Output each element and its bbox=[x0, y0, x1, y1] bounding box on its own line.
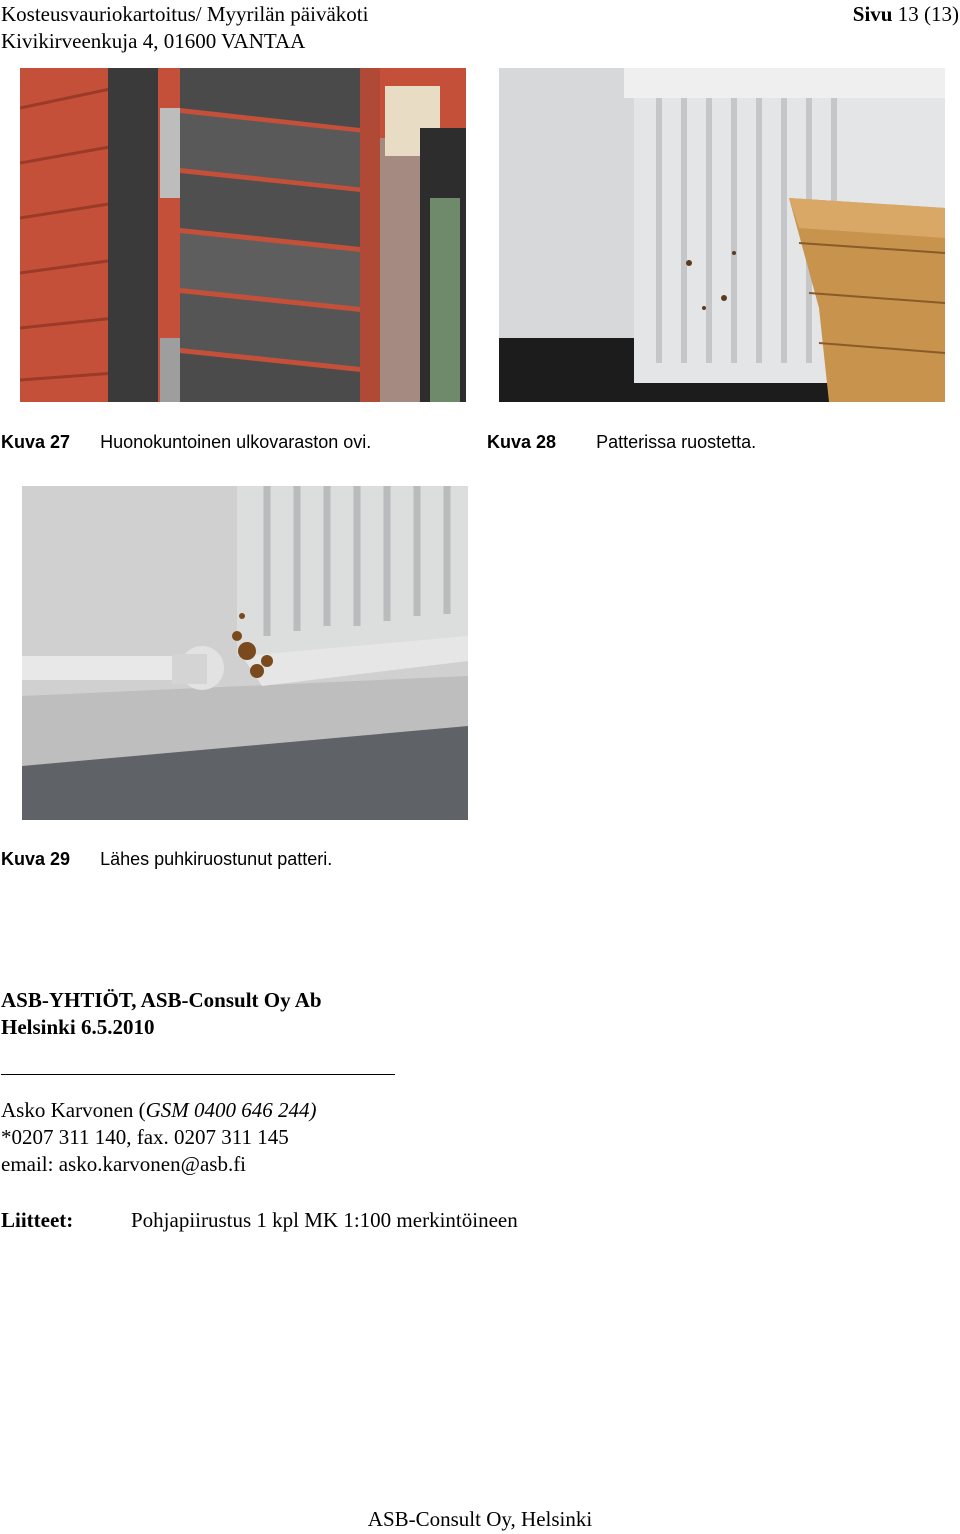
signer-email: email: asko.karvonen@asb.fi bbox=[1, 1152, 247, 1176]
photo-29-caption bbox=[1, 848, 332, 870]
document-address: Kivikirveenkuja 4, 01600 VANTAA bbox=[1, 29, 306, 53]
photo-28-caption bbox=[487, 431, 756, 453]
page-indicator bbox=[853, 1, 959, 27]
signer-phone: *0207 311 140, fax. 0207 311 145 bbox=[1, 1125, 289, 1149]
photo-29-text: Lähes puhkiruostunut patteri. bbox=[100, 849, 333, 869]
document-title: Kosteusvauriokartoitus/ Myyrilän päiväkoti bbox=[1, 2, 369, 26]
photo-shed-door bbox=[20, 68, 466, 402]
photo-28-label: Kuva 28 bbox=[487, 432, 557, 452]
signer-name-text: Asko Karvonen ( bbox=[1, 1098, 146, 1122]
company-name: ASB-YHTIÖT, ASB-Consult Oy Ab bbox=[1, 988, 322, 1012]
photo-27-label: Kuva 27 bbox=[1, 432, 71, 452]
signer-gsm: GSM 0400 646 244) bbox=[145, 1098, 317, 1122]
page-label: Sivu bbox=[852, 2, 893, 26]
attachments-value: Pohjapiirustus 1 kpl MK 1:100 merkintöineen bbox=[131, 1208, 518, 1232]
page-footer: ASB-Consult Oy, Helsinki bbox=[367, 1507, 593, 1531]
place-date: Helsinki 6.5.2010 bbox=[1, 1015, 155, 1039]
photo-29-label: Kuva 29 bbox=[1, 849, 71, 869]
photo-27-caption bbox=[1, 431, 371, 453]
photo-28-text: Patterissa ruostetta. bbox=[596, 432, 757, 452]
photo-rusty-radiator bbox=[499, 68, 945, 402]
page-number: 13 (13) bbox=[897, 2, 959, 26]
signature-line bbox=[1, 1074, 395, 1075]
signer-name bbox=[1, 1097, 317, 1123]
attachments-label: Liitteet: bbox=[1, 1208, 74, 1232]
photo-27-text: Huonokuntoinen ulkovaraston ovi. bbox=[100, 432, 372, 452]
photo-corroded-radiator-pipe bbox=[22, 486, 468, 820]
